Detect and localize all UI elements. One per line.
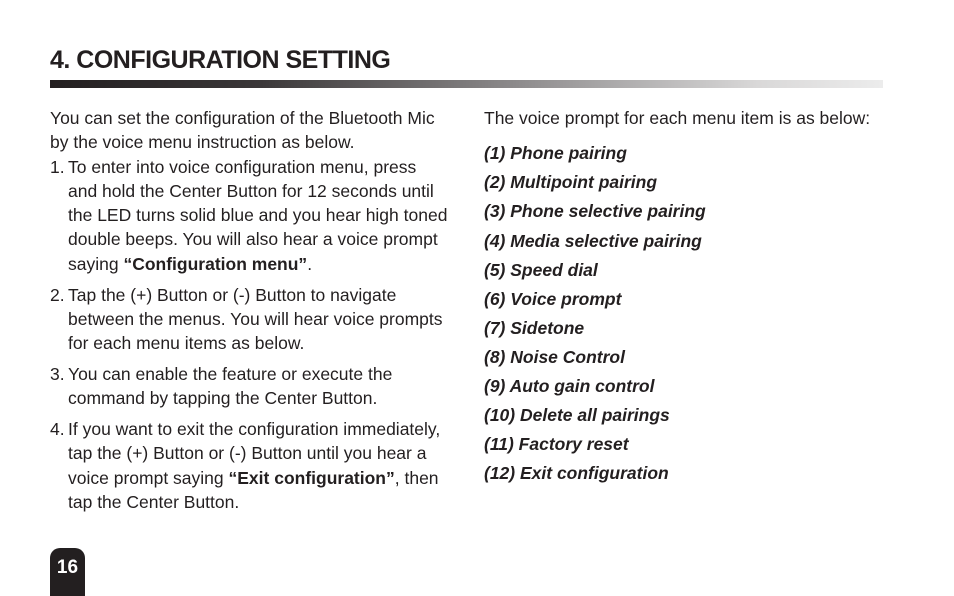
step-number: 2. xyxy=(50,284,65,305)
menu-item-sidetone: (7) Sidetone xyxy=(484,317,585,338)
instruction-steps xyxy=(50,155,450,515)
menu-item-phone-pairing: (1) Phone pairing xyxy=(484,143,627,164)
menu-intro-paragraph: The voice prompt for each menu item is as below: xyxy=(484,108,871,128)
step-text: If you want to exit the configuration immediately, tap the (+) Button or (-) Button until you hear a voice prompt saying xyxy=(68,419,441,488)
intro-paragraph: You can set the configuration of the Bluetooth Mic by the voice menu instruction as below. xyxy=(50,108,435,153)
menu-item-media-selective-pairing: (4) Media selective pairing xyxy=(484,230,702,251)
page-number: 16 xyxy=(56,557,79,578)
step-4 xyxy=(50,417,450,514)
right-column xyxy=(484,106,884,488)
step-text: Tap the (+) Button or (-) Button to navigate between the menus. You will hear voice prompts for each menu items as below. xyxy=(68,284,443,354)
step-number: 1. xyxy=(50,156,65,177)
left-column xyxy=(50,106,450,521)
page-number-tab xyxy=(50,548,85,596)
menu-item-speed-dial: (5) Speed dial xyxy=(484,259,598,280)
menu-item-factory-reset: (11) Factory reset xyxy=(484,434,629,455)
step-text-end: , then tap the Center Button. xyxy=(68,467,439,512)
menu-item-exit-configuration: (12) Exit configuration xyxy=(484,463,669,484)
step-emphasis: “Configuration menu” xyxy=(123,253,308,274)
menu-item-multipoint-pairing: (2) Multipoint pairing xyxy=(484,172,658,193)
title-gradient-rule xyxy=(50,80,883,88)
step-number: 3. xyxy=(50,363,65,384)
page-title: 4. CONFIGURATION SETTING xyxy=(50,46,391,74)
voice-menu-list xyxy=(484,139,884,488)
menu-item-voice-prompt: (6) Voice prompt xyxy=(484,288,622,309)
step-text: To enter into voice configuration menu, press and hold the Center Button for 12 seconds until the LED turns solid blue and you hear high toned double beeps. You will also hear a voice prompt saying xyxy=(68,156,448,274)
menu-item-noise-control: (8) Noise Control xyxy=(484,346,625,367)
menu-item-auto-gain-control: (9) Auto gain control xyxy=(484,376,655,397)
step-emphasis: “Exit configuration” xyxy=(228,467,395,488)
step-text: You can enable the feature or execute the command by tapping the Center Button. xyxy=(68,363,393,409)
menu-item-phone-selective-pairing: (3) Phone selective pairing xyxy=(484,201,706,222)
menu-item-delete-all-pairings: (10) Delete all pairings xyxy=(484,405,670,426)
step-text-end: . xyxy=(307,253,313,274)
step-2 xyxy=(50,283,450,356)
step-3 xyxy=(50,362,450,411)
step-number: 4. xyxy=(50,419,65,440)
step-1 xyxy=(50,155,450,276)
